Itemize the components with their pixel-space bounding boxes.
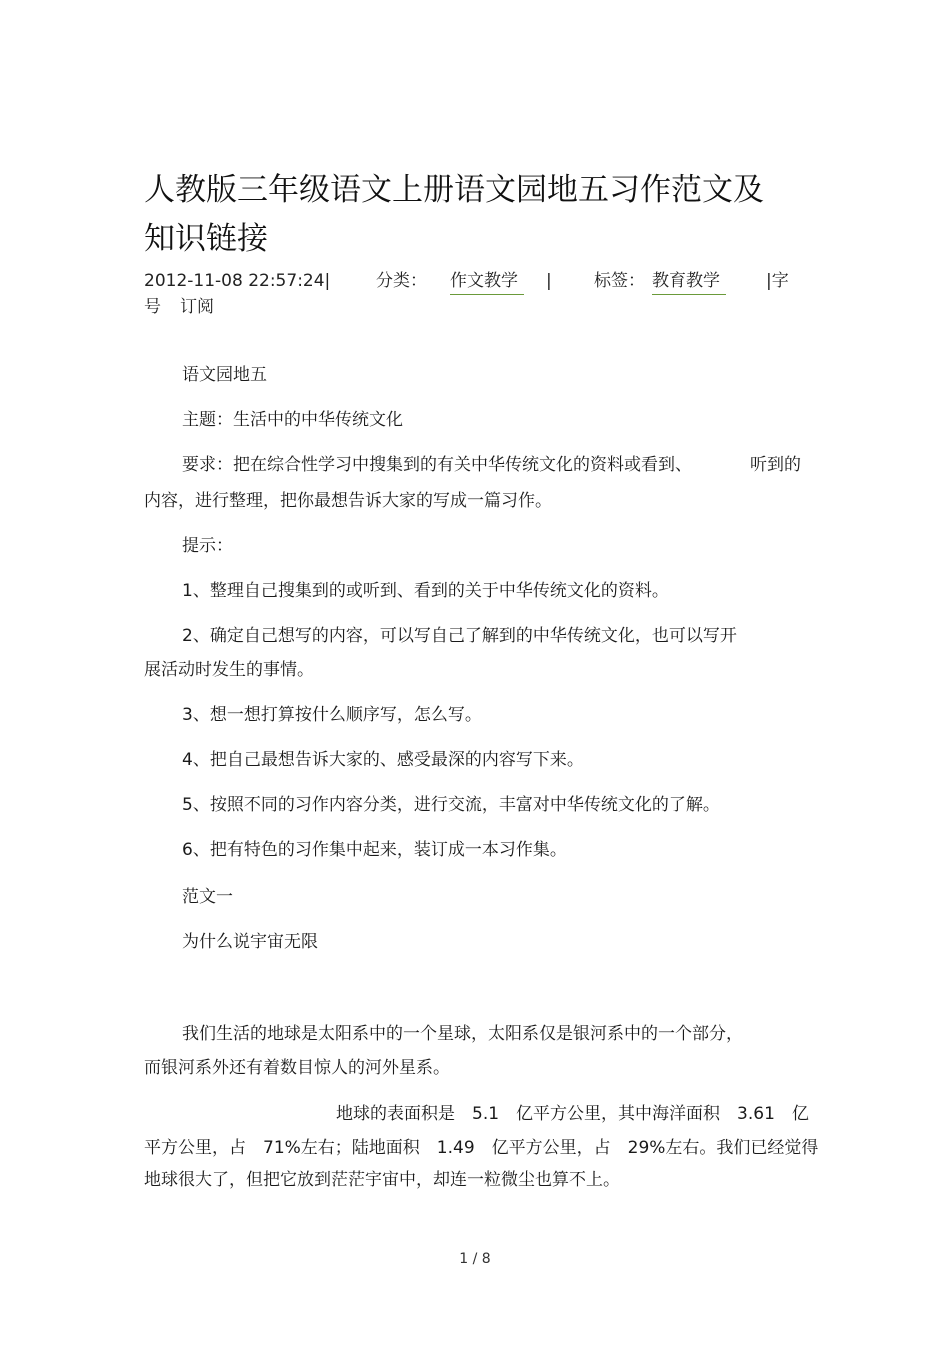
hint-item: 1、整理自己搜集到的或听到、看到的关于中华传统文化的资料。 [182,581,669,601]
requirement-tail: 听到的 [750,455,801,475]
hint-item: 2、确定自己想写的内容，可以写自己了解到的中华传统文化，也可以写开 [182,626,737,646]
meta-separator: | [546,271,552,291]
hint-item: 5、按照不同的习作内容分类，进行交流，丰富对中华传统文化的了解。 [182,795,720,815]
body-paragraph-line: 地球很大了，但把它放到茫茫宇宙中，却连一粒微尘也算不上。 [144,1170,620,1190]
subscribe-link[interactable]: 订阅 [180,297,214,317]
hint-item-cont: 展活动时发生的事情。 [144,660,314,680]
requirement-line: 内容，进行整理，把你最想告诉大家的写成一篇习作。 [144,491,552,511]
tags-label: 标签： [594,271,645,291]
body-paragraph-line: 而银河系外还有着数目惊人的河外星系。 [144,1058,450,1078]
hint-item: 4、把自己最想告诉大家的、感受最深的内容写下来。 [182,750,584,770]
requirement-line: 要求：把在综合性学习中搜集到的有关中华传统文化的资料或看到、 [182,455,692,475]
body-paragraph-line: 地球的表面积是 5.1 亿平方公里，其中海洋面积 3.61 亿 [336,1104,809,1124]
sample-label: 范文一 [182,887,233,907]
post-datetime: 2012-11-08 22:57:24| [144,271,331,291]
body-paragraph-line: 平方公里，占 71%左右；陆地面积 1.49 亿平方公里，占 29%左右。我们已经觉得 [144,1138,819,1158]
page-title: 人教版三年级语文上册语文园地五习作范文及知识链接 [144,172,764,257]
category-link[interactable]: 作文教学 [450,268,524,295]
sample-title: 为什么说宇宙无限 [182,932,318,952]
page-number: 1 / 8 [459,1251,491,1267]
font-size-control[interactable]: |字 [766,271,789,291]
font-size-control-cont[interactable]: 号 [144,297,161,317]
hint-item: 3、想一想打算按什么顺序写，怎么写。 [182,705,482,725]
hint-label: 提示： [182,536,233,556]
hint-item: 6、把有特色的习作集中起来，装订成一本习作集。 [182,840,567,860]
body-paragraph-line: 我们生活的地球是太阳系中的一个星球，太阳系仅是银河系中的一个部分， [182,1024,743,1044]
category-label: 分类： [376,271,427,291]
post-meta [144,268,814,324]
tag-link[interactable]: 教育教学 [652,268,726,295]
theme-text: 主题：生活中的中华传统文化 [182,410,403,430]
section-heading: 语文园地五 [182,365,267,385]
